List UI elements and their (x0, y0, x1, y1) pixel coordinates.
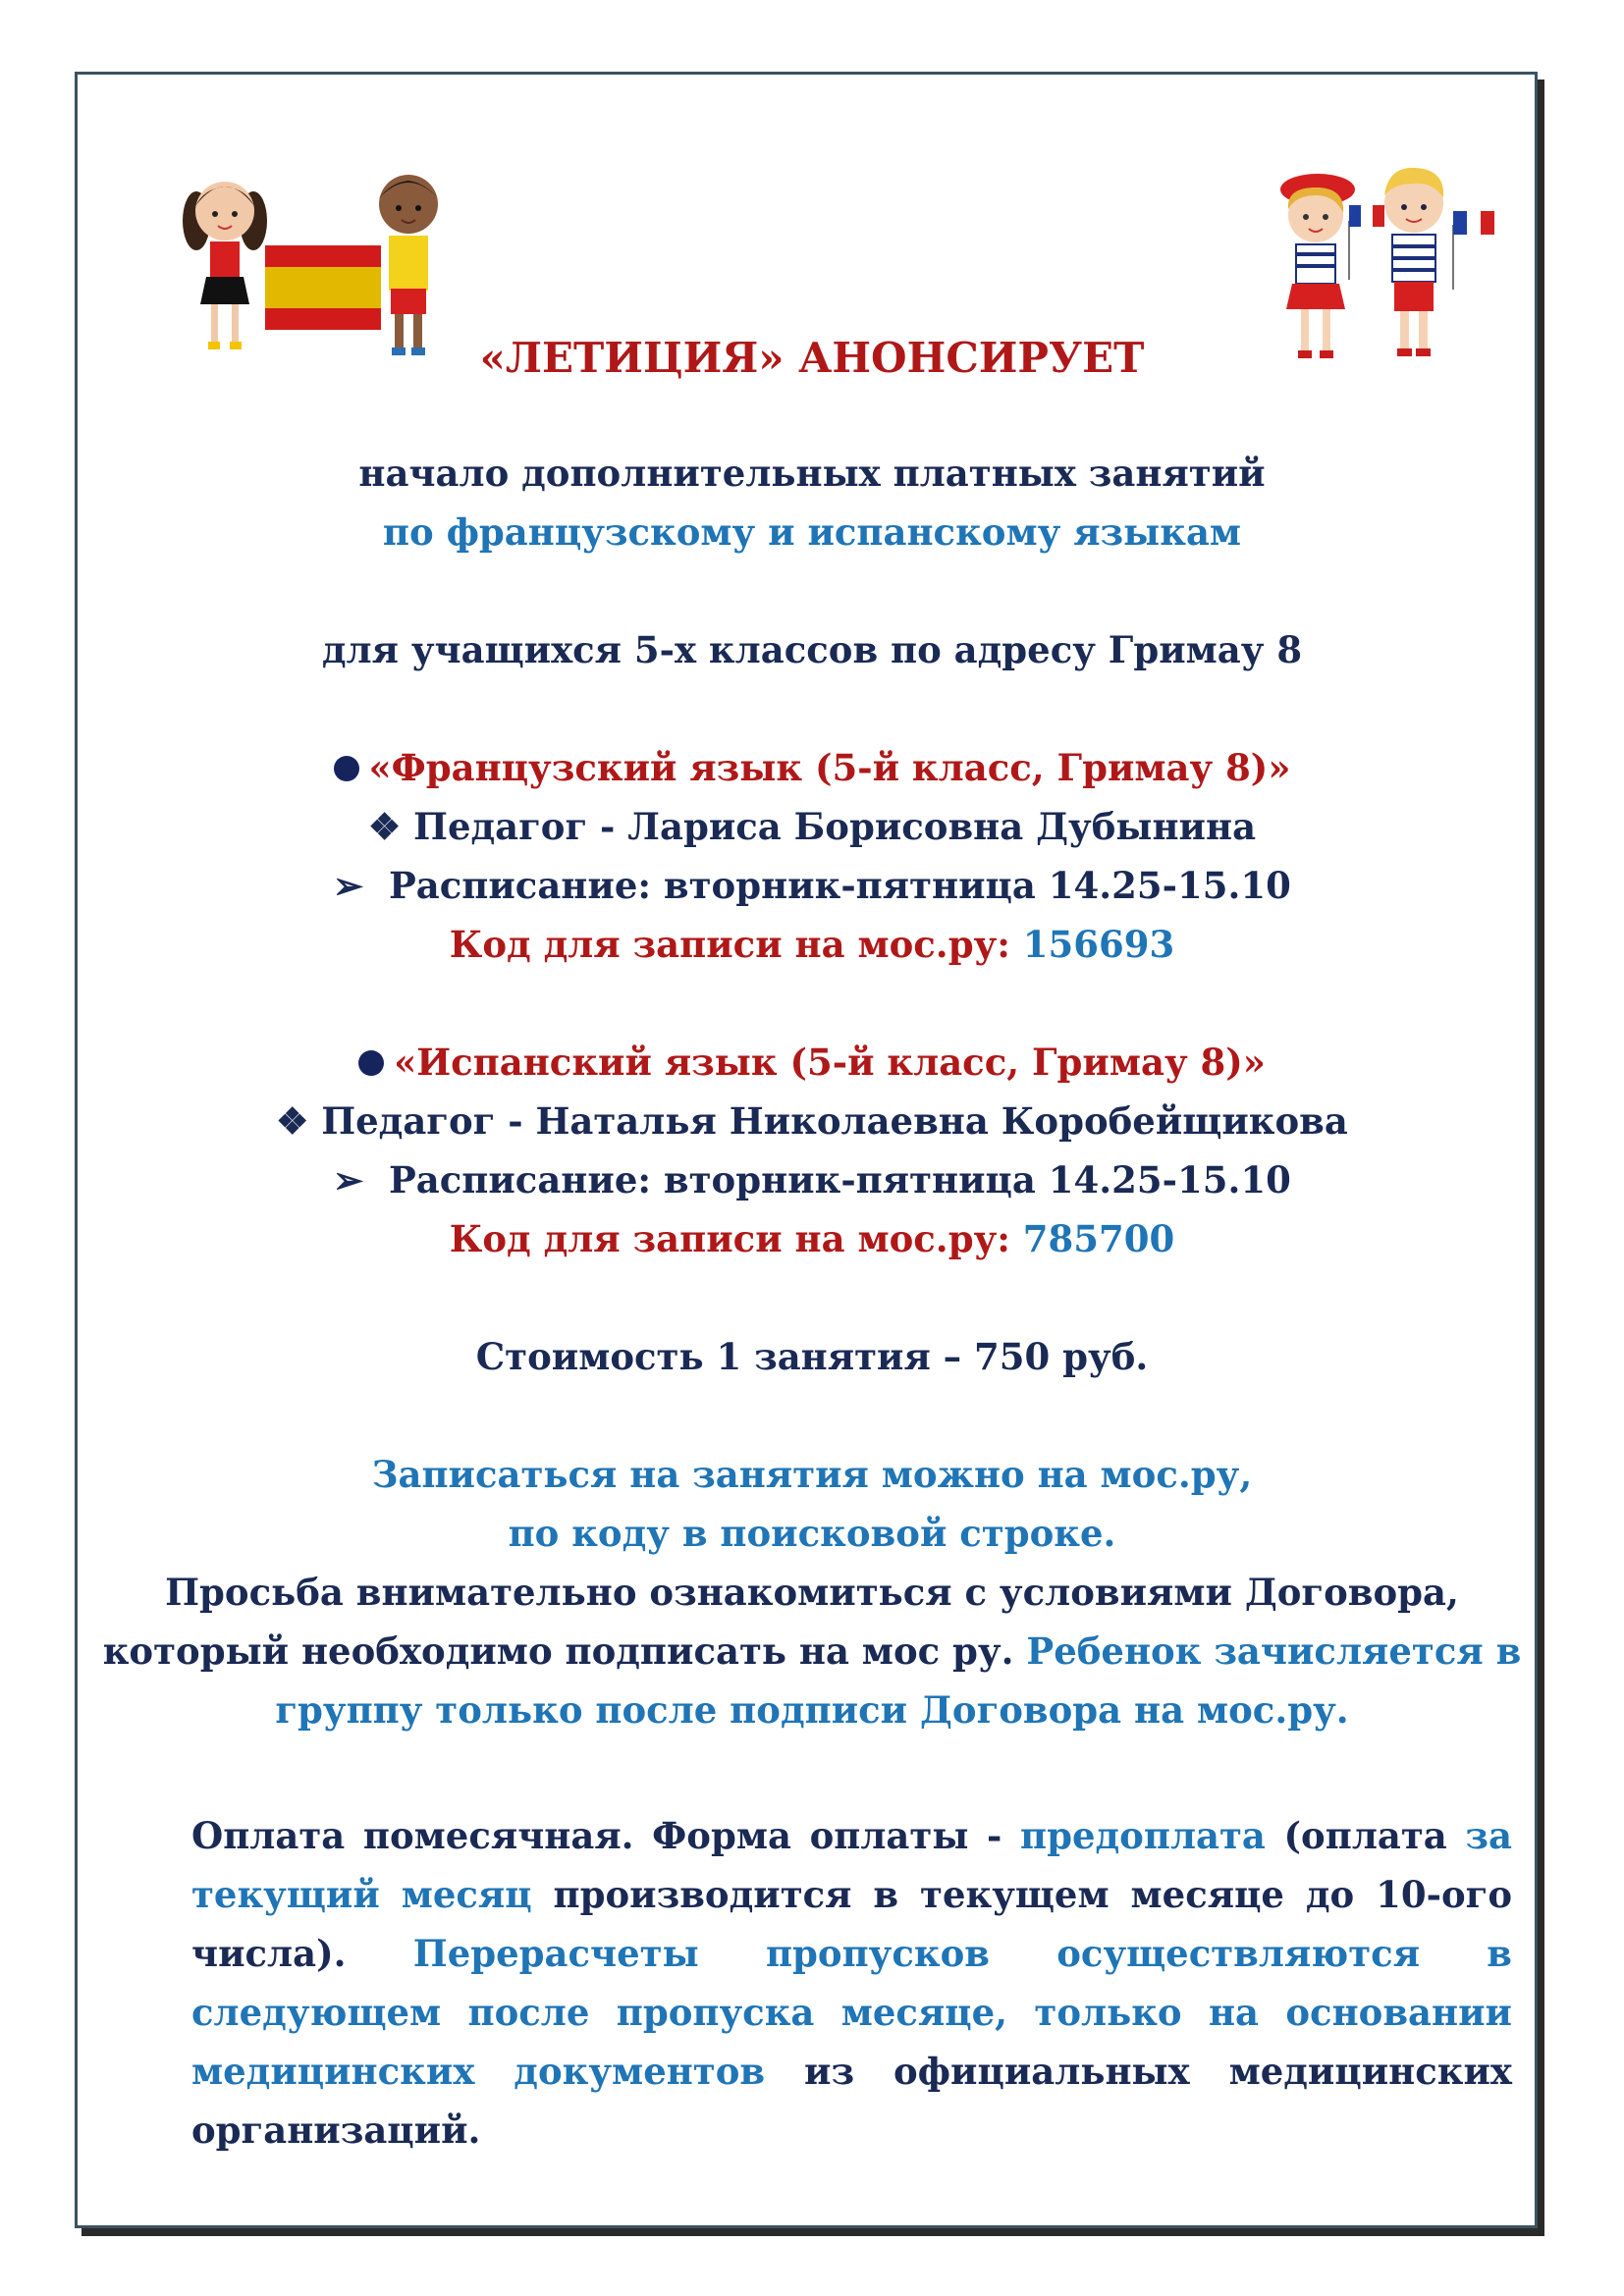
course-schedule-spanish (0, 1158, 1624, 1201)
course-title-spanish (0, 1041, 1624, 1084)
bullet-icon (334, 756, 359, 781)
course-code-spanish (0, 1217, 1624, 1260)
current-month-text: за текущий месяц (191, 1814, 1512, 1916)
prepayment-text: предоплата (1020, 1814, 1266, 1857)
teacher-text: Педагог - Наталья Николаевна Коробейщикова (321, 1099, 1348, 1143)
girl-figure (183, 182, 267, 349)
signup-line-1: Записаться на занятия можно на мос.ру, (371, 1453, 1253, 1496)
price-line: Стоимость 1 занятия – 750 руб. (475, 1335, 1149, 1378)
signup-line-2: по коду в поисковой строке. (508, 1512, 1116, 1555)
code-label: Код для записи на мос.ру: (449, 923, 1010, 966)
boy-figure (1384, 168, 1494, 356)
page-title: «ЛЕТИЦИЯ» АНОНСИРУЕТ (479, 334, 1145, 382)
intro-line-1: начало дополнительных платных занятий (358, 452, 1266, 495)
payment-paragraph (191, 1806, 1512, 2160)
course-teacher-spanish (0, 1099, 1624, 1143)
diamond-bullet-icon: ❖ (276, 1099, 309, 1143)
course-title-french (0, 746, 1624, 789)
course-title-text: «Французский язык (5-й класс, Гримау 8)» (368, 746, 1291, 789)
schedule-text: Расписание: вторник-пятница 14.25-15.10 (388, 864, 1291, 907)
signup-line-3: Просьба внимательно ознакомиться с условиями Договора, (165, 1571, 1459, 1614)
spain-flag (265, 245, 381, 330)
arrow-bullet-icon: ➢ (333, 1158, 364, 1201)
payment-text: производится в текущем месяце до 10-ого числа). (191, 1873, 1512, 1975)
arrow-bullet-icon: ➢ (333, 864, 364, 907)
payment-text: Оплата помесячная. Форма оплаты - (191, 1814, 1021, 1857)
course-teacher-french (0, 805, 1624, 848)
bullet-icon (358, 1050, 384, 1076)
intro-line-2: по французскому и испанскому языкам (382, 510, 1242, 554)
schedule-text: Расписание: вторник-пятница 14.25-15.10 (388, 1158, 1291, 1201)
code-value: 785700 (1022, 1217, 1175, 1260)
course-title-text: «Испанский язык (5-й класс, Гримау 8)» (394, 1041, 1266, 1084)
contract-note: который необходимо подписать на мос ру. (102, 1629, 1014, 1673)
code-label: Код для записи на мос.ру: (449, 1217, 1010, 1260)
recalculation-text: Перерасчеты пропусков осуществляются в следующем после пропуска месяце, только на основании медицинских документов (191, 1932, 1513, 2093)
code-value: 156693 (1022, 923, 1175, 966)
france-flag (1349, 205, 1384, 280)
france-flag (1453, 211, 1494, 290)
payment-text: (оплата (1265, 1814, 1466, 1857)
signup-line-4 (0, 1629, 1624, 1673)
teacher-text: Педагог - Лариса Борисовна Дубынина (413, 805, 1257, 848)
course-schedule-french (0, 864, 1624, 907)
enrollment-note: Ребенок зачисляется в (1026, 1629, 1522, 1673)
audience-line: для учащихся 5-х классов по адресу Гримау 8 (321, 628, 1303, 671)
boy-figure (379, 175, 438, 355)
signup-line-5: группу только после подписи Договора на мос.ру. (275, 1688, 1349, 1732)
diamond-bullet-icon: ❖ (367, 805, 402, 848)
girl-figure (1280, 174, 1384, 358)
course-code-french (0, 923, 1624, 966)
payment-text: из официальных медицинских организаций. (191, 2050, 1512, 2152)
